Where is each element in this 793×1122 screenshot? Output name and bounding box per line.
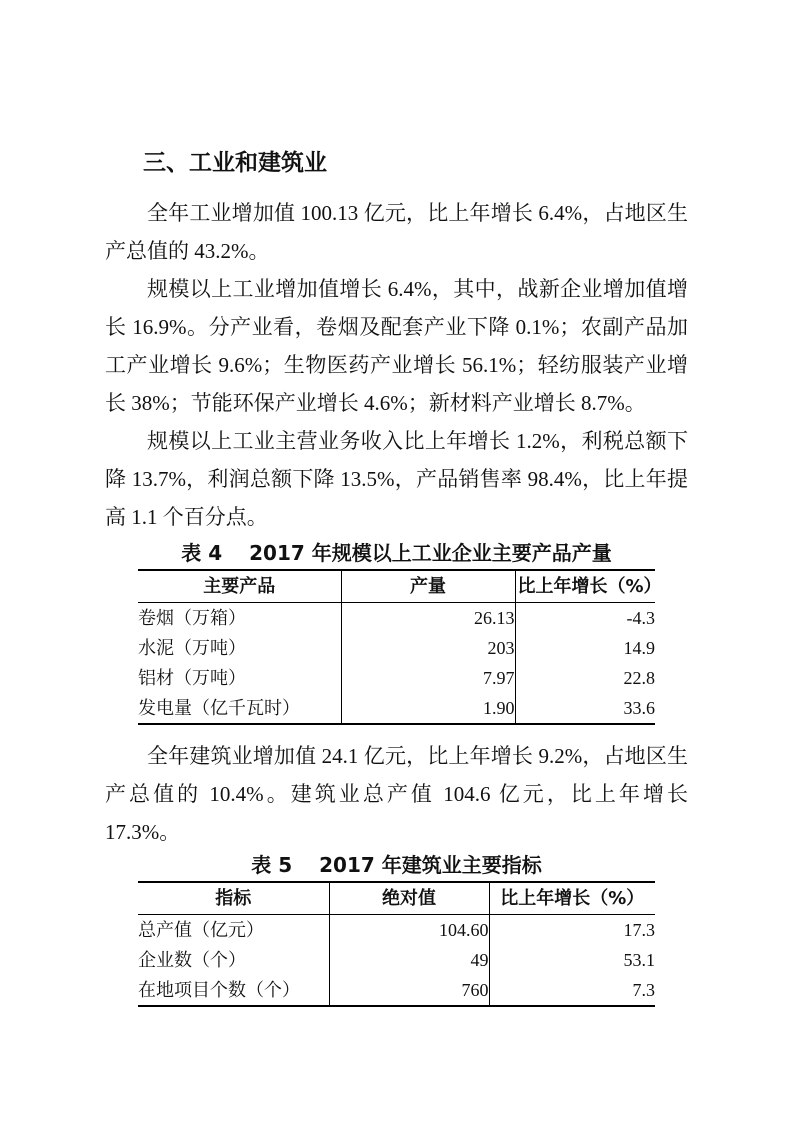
table-row bbox=[138, 975, 655, 1006]
body-paragraph-industry-breakdown: 规模以上工业增加值增长 6.4%，其中，战新企业增加值增长 16.9%。分产业看，卷烟及配套产业下降 0.1%；农副产品加工产业增长 9.6%；生物医药产业增长 56.1%；轻纺服装产业增长 38%；节能环保产业增长 4.6%；新材料产业增长 8.7%。 bbox=[105, 277, 688, 415]
column-header-growth: 比上年增长（%） bbox=[515, 570, 655, 603]
column-header-product: 主要产品 bbox=[138, 570, 341, 603]
row-label-cell: 总产值（亿元） bbox=[138, 915, 329, 946]
value-cell: 1.90 bbox=[341, 693, 515, 724]
table-row bbox=[138, 603, 655, 634]
growth-cell: 17.3 bbox=[623, 920, 655, 940]
column-header-output: 产量 bbox=[341, 570, 515, 603]
column-header-indicator: 指标 bbox=[138, 882, 329, 915]
value-cell: 104.60 bbox=[329, 915, 489, 946]
table5-block bbox=[105, 851, 688, 1007]
table5-caption: 表 5 2017 年建筑业主要指标 bbox=[251, 853, 542, 877]
page-content bbox=[105, 148, 688, 1007]
table-row bbox=[138, 945, 655, 975]
row-label-cell: 在地项目个数（个） bbox=[138, 975, 329, 1006]
column-header-growth: 比上年增长（%） bbox=[489, 882, 655, 915]
row-label-cell: 铝材（万吨） bbox=[138, 663, 341, 693]
row-label-cell: 卷烟（万箱） bbox=[138, 603, 341, 634]
table-header-row bbox=[138, 570, 655, 603]
row-label-cell: 企业数（个） bbox=[138, 945, 329, 975]
table-row bbox=[138, 633, 655, 663]
body-paragraph-industry-revenue: 规模以上工业主营业务收入比上年增长 1.2%，利税总额下降 13.7%，利润总额下降 13.5%，产品销售率 98.4%，比上年提高 1.1 个百分点。 bbox=[105, 429, 688, 529]
table-row bbox=[138, 663, 655, 693]
table4-block bbox=[105, 539, 688, 725]
table-header-row bbox=[138, 882, 655, 915]
growth-cell: -4.3 bbox=[626, 608, 655, 628]
table4-industrial-products bbox=[138, 569, 662, 725]
body-paragraph-construction: 全年建筑业增加值 24.1 亿元，比上年增长 9.2%，占地区生产总值的 10.4%。建筑业总产值 104.6 亿元，比上年增长 17.3%。 bbox=[105, 744, 688, 844]
value-cell: 203 bbox=[341, 633, 515, 663]
table-row bbox=[138, 915, 655, 946]
growth-cell: 33.6 bbox=[623, 698, 655, 718]
body-paragraph-industry-total: 全年工业增加值 100.13 亿元，比上年增长 6.4%，占地区生产总值的 43.2%。 bbox=[105, 201, 688, 263]
value-cell: 760 bbox=[329, 975, 489, 1006]
table4-caption: 表 4 2017 年规模以上工业企业主要产品产量 bbox=[181, 541, 612, 565]
growth-cell: 22.8 bbox=[623, 668, 655, 688]
section-heading: 三、工业和建筑业 bbox=[143, 150, 327, 176]
row-label-cell: 发电量（亿千瓦时） bbox=[138, 693, 341, 724]
column-header-absolute: 绝对值 bbox=[329, 882, 489, 915]
table-row bbox=[138, 693, 655, 724]
value-cell: 49 bbox=[329, 945, 489, 975]
value-cell: 26.13 bbox=[341, 603, 515, 634]
value-cell: 7.97 bbox=[341, 663, 515, 693]
row-label-cell: 水泥（万吨） bbox=[138, 633, 341, 663]
growth-cell: 14.9 bbox=[623, 638, 655, 658]
growth-cell: 7.3 bbox=[632, 980, 655, 1000]
table5-construction-indicators bbox=[138, 881, 655, 1007]
growth-cell: 53.1 bbox=[623, 950, 655, 970]
